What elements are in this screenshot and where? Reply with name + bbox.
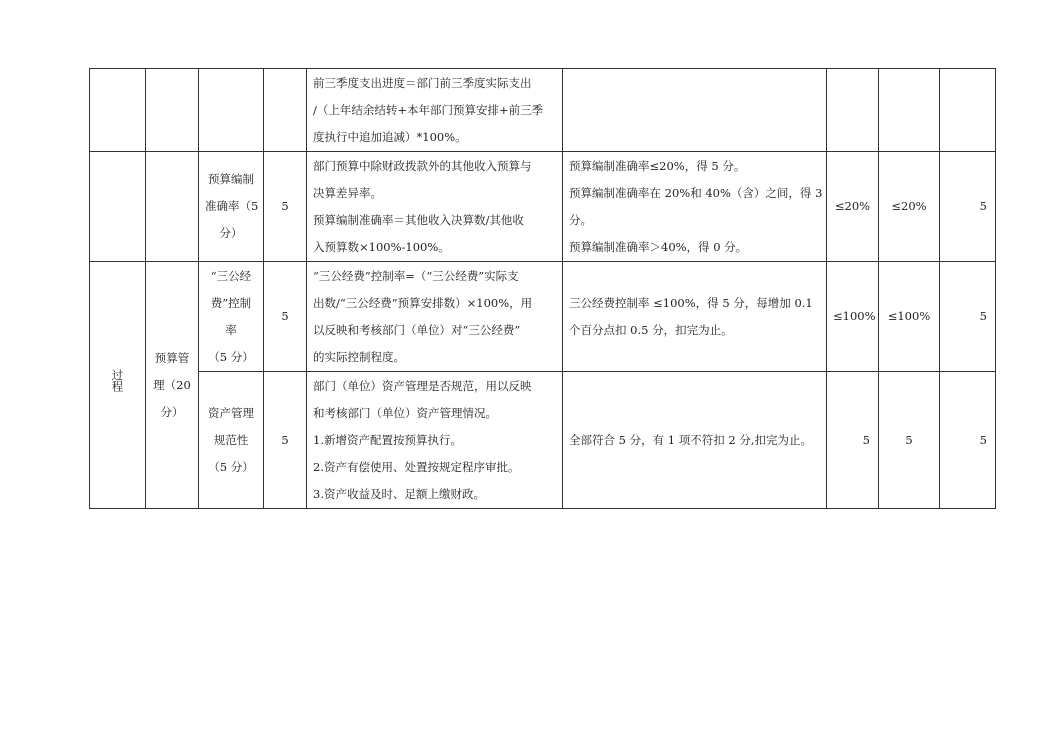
- standard-line: 预算编制准确率在 20%和 40%（含）之间，得 3: [569, 185, 823, 200]
- standard-line: 分。: [569, 212, 592, 227]
- actual-cell: 5: [879, 372, 940, 509]
- formula-line: /（上年结余结转+本年部门预算安排+前三季: [313, 102, 544, 117]
- subcategory-cell: [146, 69, 199, 152]
- indicator-cell: [199, 152, 264, 262]
- formula-line: 预算编制准确率＝其他收入决算数/其他收: [313, 212, 524, 227]
- actual-cell: ≤100%: [879, 262, 940, 372]
- formula-cell: [307, 262, 563, 372]
- target-cell: ≤20%: [827, 152, 879, 262]
- standard-cell: [563, 152, 827, 262]
- indicator-cell: [199, 372, 264, 509]
- subcategory-cell: [146, 262, 199, 509]
- formula-cell: [307, 69, 563, 152]
- indicator-line: （5 分）: [208, 349, 254, 364]
- weight-cell: 5: [264, 372, 307, 509]
- target-cell: ≤100%: [827, 262, 879, 372]
- score-cell: 5: [940, 152, 996, 262]
- weight-cell: 5: [264, 262, 307, 372]
- indicator-cell: [199, 262, 264, 372]
- table-row: [90, 152, 996, 262]
- table-row: [90, 69, 996, 152]
- actual-cell: [879, 69, 940, 152]
- formula-line: 2.资产有偿使用、处置按规定程序审批。: [313, 459, 520, 474]
- formula-line: 1.新增资产配置按预算执行。: [313, 432, 462, 447]
- table-row: [90, 372, 996, 509]
- standard-cell: [563, 372, 827, 509]
- category-cell: [90, 262, 146, 509]
- score-cell: 5: [940, 372, 996, 509]
- formula-line: 前三季度支出进度＝部门前三季度实际支出: [313, 75, 532, 90]
- standard-line: 个百分点扣 0.5 分，扣完为止。: [569, 322, 733, 337]
- formula-line: 的实际控制程度。: [313, 349, 405, 364]
- category-cell: [90, 152, 146, 262]
- category-cell: [90, 69, 146, 152]
- indicator-line: 规范性: [213, 432, 249, 447]
- formula-cell: [307, 152, 563, 262]
- indicator-line: 分）: [219, 226, 243, 240]
- standard-line: 全部符合 5 分，有 1 项不符扣 2 分,扣完为止。: [569, 432, 813, 447]
- subcategory-cell: [146, 152, 199, 262]
- subcategory-line: 分）: [160, 404, 184, 419]
- standard-line: 预算编制准确率≤20%，得 5 分。: [569, 158, 746, 173]
- indicator-cell: [199, 69, 264, 152]
- formula-line: 3.资产收益及时、足额上缴财政。: [313, 486, 485, 501]
- formula-line: “三公经费”控制率=（“三公经费”实际支: [313, 268, 519, 283]
- target-cell: [827, 69, 879, 152]
- subcategory-line: 预算管: [154, 350, 190, 365]
- formula-cell: [307, 372, 563, 509]
- evaluation-table: [89, 68, 996, 509]
- actual-cell: ≤20%: [879, 152, 940, 262]
- indicator-line: “三公经: [210, 268, 252, 283]
- weight-cell: [264, 69, 307, 152]
- score-cell: [940, 69, 996, 152]
- score-cell: 5: [940, 262, 996, 372]
- indicator-line: 费”控制: [210, 295, 252, 310]
- formula-line: 部门（单位）资产管理是否规范，用以反映: [313, 378, 532, 393]
- standard-cell: [563, 262, 827, 372]
- formula-line: 以反映和考核部门（单位）对“三公经费”: [313, 322, 521, 337]
- weight-cell: 5: [264, 152, 307, 262]
- standard-line: 预算编制准确率＞40%，得 0 分。: [569, 239, 748, 254]
- target-cell: 5: [827, 372, 879, 509]
- indicator-line: 预算编制: [208, 172, 254, 186]
- standard-cell: [563, 69, 827, 152]
- formula-line: 决算差异率。: [313, 185, 382, 200]
- indicator-line: 准确率（5: [205, 199, 259, 213]
- formula-line: 出数/“三公经费”预算安排数）×100%，用: [313, 295, 533, 310]
- indicator-line: 率: [225, 322, 237, 337]
- table-row: [90, 262, 996, 372]
- formula-line: 和考核部门（单位）资产管理情况。: [313, 405, 497, 420]
- category-label: 过程: [110, 368, 125, 392]
- standard-line: 三公经费控制率 ≤100%，得 5 分，每增加 0.1: [569, 295, 813, 310]
- subcategory-line: 理（20: [153, 377, 191, 392]
- formula-line: 部门预算中除财政拨款外的其他收入预算与: [313, 158, 532, 173]
- indicator-line: （5 分）: [208, 459, 254, 474]
- indicator-line: 资产管理: [208, 405, 254, 420]
- formula-line: 度执行中追加追减）*100%。: [313, 129, 467, 144]
- formula-line: 入预算数×100%-100%。: [313, 239, 450, 254]
